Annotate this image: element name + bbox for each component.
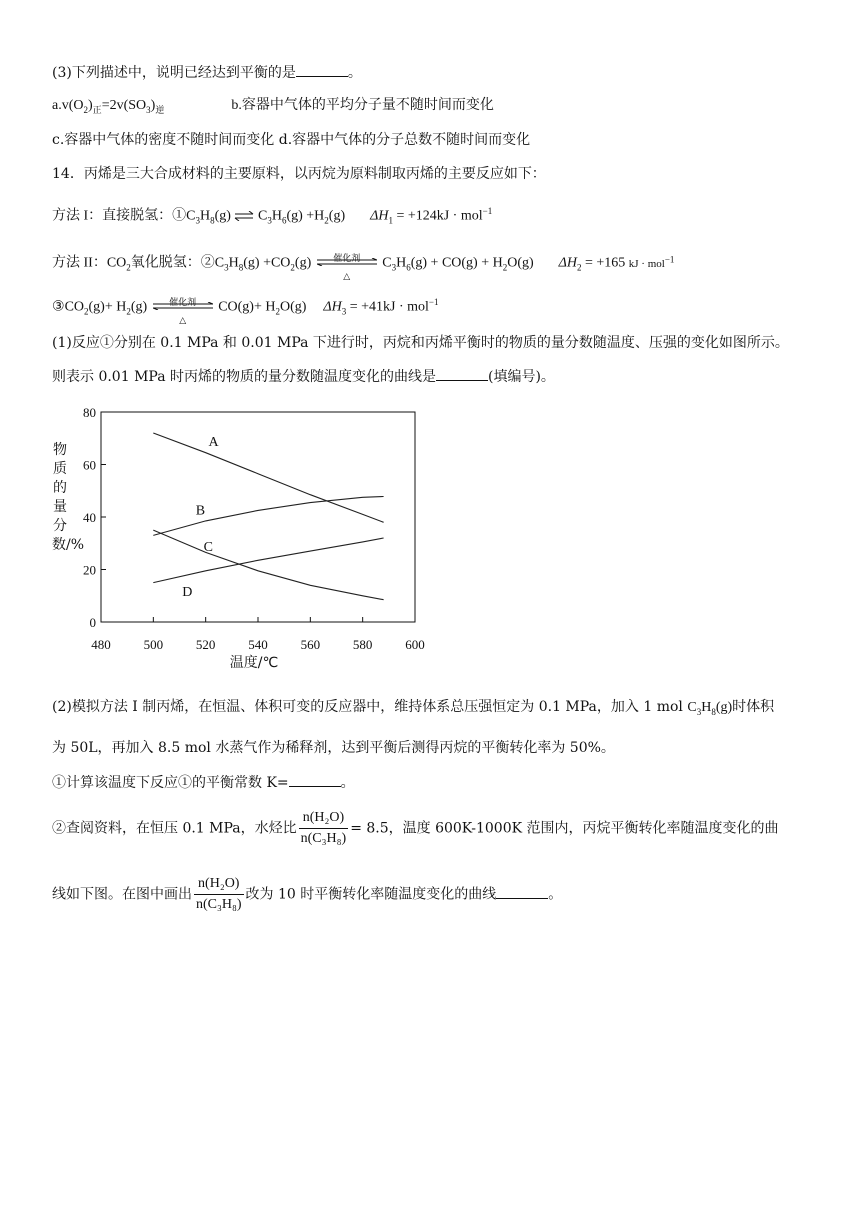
chart-x-axis-label: 温度/℃ <box>229 655 279 671</box>
option-a: $a.v(O_2)_正=2v(SO_3)_逆$ <box>52 98 165 115</box>
x-tick-label: 500 <box>143 637 164 652</box>
y-tick-label: 80 <box>83 405 96 420</box>
catalyst-arrow: 催化剂 △ <box>153 296 213 318</box>
part-2-line-2: 为 50L，再加入 8.5 mol 水蒸气作为稀释剂，达到平衡后测得丙烷的平衡转化率为 50%。 <box>52 740 615 756</box>
y-tick-label: 60 <box>83 457 96 473</box>
method-1-equation: 方法 I：直接脱氢：$①C_3H_8(g)$ $C_3H_6(g) +H_2(g) \Delta H_1 = +124kJ \cdot mol^{-1}$ <box>52 206 493 226</box>
part-2-question-2: ②查阅资料，在恒压 0.1 MPa，水烃比 $\frac{\text{n(H₂O)}}{\text{n(C₃H₈)}}$ = 8.5，温度 600K-1000K 范围内，丙烷平衡转化率随温度变化的曲 <box>52 808 779 849</box>
series-label-A: A <box>208 435 219 451</box>
option-c: c.容器中气体的密度不随时间而变化 <box>52 132 275 148</box>
x-tick-label: 480 <box>91 637 111 652</box>
mole-fraction-chart <box>52 400 452 675</box>
answer-blank[interactable] <box>289 772 341 787</box>
equilibrium-arrow-icon <box>234 211 254 221</box>
water-hydrocarbon-ratio: $\frac{\text{n(H₂O)}}{\text{n(C₃H₈)}}$ <box>300 810 347 846</box>
q3-options-ab <box>52 96 494 120</box>
part-2-question-3: 线如下图。在图中画出 $\frac{\text{n(H₂O)}}{\text{n(C₃H₈)}}$ 改为 10 时平衡转化率随温度变化的曲线 。 <box>52 874 562 915</box>
option-d: d.容器中气体的分子总数不随时间而变化 <box>278 132 531 148</box>
answer-blank[interactable] <box>296 62 348 77</box>
chart-y-axis-label: 物质的量分数/% <box>52 442 85 553</box>
plot-frame <box>101 412 415 622</box>
y-tick-label: 0 <box>89 615 96 630</box>
series-label-D: D <box>182 584 193 600</box>
series-label-C: C <box>203 540 213 556</box>
reversible-arrow-icon <box>153 302 213 310</box>
part-2-question-1: ①计算该温度下反应①的平衡常数 K= 。 <box>52 772 355 793</box>
q14-intro: 14．丙烯是三大合成材料的主要原料，以丙烷为原料制取丙烯的主要反应如下： <box>52 166 546 182</box>
x-tick-label: 600 <box>405 637 425 652</box>
method-3-equation: $③CO_2(g)+ H_2(g)$ 催化剂 △ $CO(g)+ H_2O(g) \Delta H_3 = +41kJ \cdot mol^{-1}$ <box>52 297 439 326</box>
part-2-line-1: (2)模拟方法 I 制丙烯，在恒温、体积可变的反应器中，维持体系总压强恒定为 0.1 MPa，加入 1 mol $C_3H_8(g)$时体积 <box>52 699 775 717</box>
y-tick-label: 20 <box>83 562 96 578</box>
x-tick-label: 520 <box>195 637 216 652</box>
x-tick-label: 560 <box>300 637 321 652</box>
q3-stem: (3)下列描述中，说明已经达到平衡的是 。 <box>52 62 362 83</box>
answer-blank[interactable] <box>436 366 488 381</box>
option-b: b.容器中气体的平均分子量不随时间而变化 <box>231 98 494 113</box>
answer-blank[interactable] <box>496 884 548 899</box>
catalyst-arrow: 催化剂 △ <box>317 252 377 274</box>
part-1-line-1: (1)反应①分别在 0.1 MPa 和 0.01 MPa 下进行时，丙烷和丙烯平衡时的物质的量分数随温度、压强的变化如图所示。 <box>52 335 789 351</box>
x-tick-label: 540 <box>248 637 268 652</box>
series-label-B: B <box>195 503 206 519</box>
q3-options-cd <box>52 130 530 150</box>
series-line-B <box>153 497 383 536</box>
water-hydrocarbon-ratio: $\frac{\text{n(H₂O)}}{\text{n(C₃H₈)}}$ <box>196 876 242 912</box>
method-2-equation: 方法 II：$CO_2$氧化脱氢：$②C_3H_8(g) +CO_2(g)$ 催化剂 △ $C_3H_6(g) + CO(g) + H_2O(g) \Delta H_2 = +165$ kJ · mol$^{-1}$ <box>52 253 675 282</box>
part-1-line-2: 则表示 0.01 MPa 时丙烯的物质的量分数随温度变化的曲线是 (填编号)。 <box>52 366 555 387</box>
reversible-arrow-icon <box>317 258 377 266</box>
x-tick-label: 580 <box>352 637 373 652</box>
y-tick-label: 40 <box>83 510 96 525</box>
